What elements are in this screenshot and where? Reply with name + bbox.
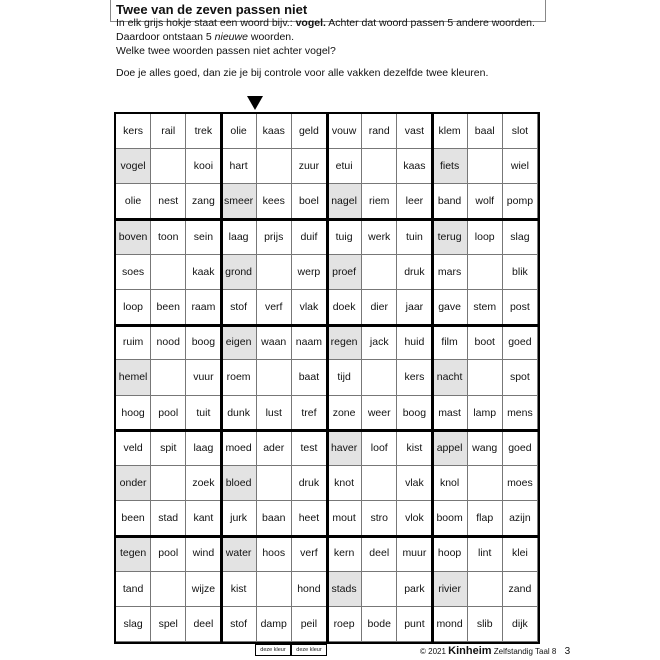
- grid-cell: dijk: [503, 607, 538, 642]
- block-divider-horizontal: [116, 535, 538, 538]
- grid-cell: flap: [468, 501, 503, 536]
- grid-cell: olie: [222, 114, 257, 149]
- grid-cell[interactable]: [362, 360, 397, 395]
- grid-cell: goed: [503, 325, 538, 360]
- grid-cell: boel: [292, 184, 327, 219]
- book-title: Zelfstandig Taal 8: [493, 647, 557, 656]
- grid-cell: werp: [292, 255, 327, 290]
- grid-cell: punt: [397, 607, 432, 642]
- footer: [420, 645, 570, 657]
- grid-cell: kaas: [257, 114, 292, 149]
- grid-cell: moed: [222, 431, 257, 466]
- grid-cell: mars: [433, 255, 468, 290]
- grid-cell: stro: [362, 501, 397, 536]
- grid-cell: test: [292, 431, 327, 466]
- grid-cell: verf: [292, 536, 327, 571]
- grid-cell: rail: [151, 114, 186, 149]
- grid-cell: wang: [468, 431, 503, 466]
- grid-cell: pomp: [503, 184, 538, 219]
- grid-cell: weer: [362, 396, 397, 431]
- grid-cell: slot: [503, 114, 538, 149]
- grid-cell: band: [433, 184, 468, 219]
- grid-cell: trek: [186, 114, 221, 149]
- grid-cell: deel: [186, 607, 221, 642]
- block-divider-horizontal: [116, 218, 538, 221]
- grid-cell: boog: [397, 396, 432, 431]
- grid-cell: vast: [397, 114, 432, 149]
- grid-cell: smeer: [222, 184, 257, 219]
- grid-cell: stad: [151, 501, 186, 536]
- grid-cell: tuig: [327, 220, 362, 255]
- copyright: © 2021: [420, 647, 446, 656]
- grid-cell: hart: [222, 149, 257, 184]
- grid-cell: peil: [292, 607, 327, 642]
- grid-cell: haver: [327, 431, 362, 466]
- instruction-line-3: Welke twee woorden passen niet achter vogel?: [116, 45, 336, 57]
- grid-cell: laag: [186, 431, 221, 466]
- grid-cell: lint: [468, 536, 503, 571]
- grid-cell[interactable]: [151, 572, 186, 607]
- grid-cell: stof: [222, 607, 257, 642]
- grid-cell: laag: [222, 220, 257, 255]
- grid-cell: zoek: [186, 466, 221, 501]
- grid-cell: onder: [116, 466, 151, 501]
- grid-cell: nest: [151, 184, 186, 219]
- grid-cell: jack: [362, 325, 397, 360]
- grid-cell: pool: [151, 536, 186, 571]
- grid-cell: waan: [257, 325, 292, 360]
- page-title: Twee van de zeven passen niet: [116, 2, 308, 17]
- grid-cell: hoop: [433, 536, 468, 571]
- grid-cell: vlak: [397, 466, 432, 501]
- block-divider-vertical: [326, 114, 329, 642]
- grid-cell: proef: [327, 255, 362, 290]
- control-color-box-1[interactable]: deze kleur: [255, 644, 291, 656]
- grid-cell: goed: [503, 431, 538, 466]
- grid-cell: grond: [222, 255, 257, 290]
- instruction-text: Achter dat woord passen 5 andere woorden.: [328, 17, 535, 29]
- grid-cell: lust: [257, 396, 292, 431]
- emphasis-word: nieuwe: [214, 31, 248, 43]
- grid-cell: tijd: [327, 360, 362, 395]
- grid-cell: heet: [292, 501, 327, 536]
- grid-cell: druk: [292, 466, 327, 501]
- grid-cell: roep: [327, 607, 362, 642]
- grid-cell: water: [222, 536, 257, 571]
- grid-cell: damp: [257, 607, 292, 642]
- grid-cell: vlok: [397, 501, 432, 536]
- grid-cell: etui: [327, 149, 362, 184]
- grid-cell: doek: [327, 290, 362, 325]
- grid-cell: dunk: [222, 396, 257, 431]
- grid-cell[interactable]: [151, 149, 186, 184]
- grid-cell: terug: [433, 220, 468, 255]
- grid-cell: wolf: [468, 184, 503, 219]
- grid-cell: vouw: [327, 114, 362, 149]
- grid-cell: bloed: [222, 466, 257, 501]
- instruction-text: Daardoor ontstaan 5: [116, 31, 212, 43]
- grid-cell: kooi: [186, 149, 221, 184]
- grid-cell: been: [116, 501, 151, 536]
- grid-cell[interactable]: [468, 149, 503, 184]
- grid-cell: sein: [186, 220, 221, 255]
- grid-cell: deel: [362, 536, 397, 571]
- grid-cell: druk: [397, 255, 432, 290]
- grid-cell: boven: [116, 220, 151, 255]
- grid-cell: hond: [292, 572, 327, 607]
- grid-cell: kers: [116, 114, 151, 149]
- grid-cell: zone: [327, 396, 362, 431]
- block-divider-horizontal: [116, 324, 538, 327]
- grid-cell: roem: [222, 360, 257, 395]
- instruction-text: In elk grijs hokje staat een woord bijv.:: [116, 17, 293, 29]
- grid-cell[interactable]: [468, 255, 503, 290]
- grid-cell: kern: [327, 536, 362, 571]
- grid-cell: gave: [433, 290, 468, 325]
- grid-cell: hoos: [257, 536, 292, 571]
- grid-cell: kaak: [186, 255, 221, 290]
- grid-cell: azijn: [503, 501, 538, 536]
- grid-cell: olie: [116, 184, 151, 219]
- instruction-line-1: [116, 16, 535, 30]
- grid-cell: slib: [468, 607, 503, 642]
- grid-cell: bode: [362, 607, 397, 642]
- grid-cell: tand: [116, 572, 151, 607]
- grid-cell[interactable]: [151, 466, 186, 501]
- grid-cell: slag: [116, 607, 151, 642]
- grid-cell: klem: [433, 114, 468, 149]
- grid-cell: zang: [186, 184, 221, 219]
- grid-cell: boot: [468, 325, 503, 360]
- example-word: vogel.: [295, 17, 326, 29]
- grid-cell: stem: [468, 290, 503, 325]
- grid-cell: zuur: [292, 149, 327, 184]
- grid-cell: kist: [222, 572, 257, 607]
- grid-cell: mond: [433, 607, 468, 642]
- grid-cell: soes: [116, 255, 151, 290]
- grid-cell: mast: [433, 396, 468, 431]
- block-divider-vertical: [431, 114, 434, 642]
- grid-cell: ruim: [116, 325, 151, 360]
- grid-cell: loof: [362, 431, 397, 466]
- grid-cell: knol: [433, 466, 468, 501]
- page-number: 3: [564, 646, 571, 657]
- grid-cell: prijs: [257, 220, 292, 255]
- block-divider-horizontal: [116, 429, 538, 432]
- grid-cell[interactable]: [362, 466, 397, 501]
- instruction-line-4: Doe je alles goed, dan zie je bij controle voor alle vakken dezelfde twee kleuren.: [116, 67, 489, 79]
- instruction-line-2: [116, 30, 294, 44]
- grid-cell: park: [397, 572, 432, 607]
- grid-cell: duif: [292, 220, 327, 255]
- block-divider-vertical: [220, 114, 223, 642]
- grid-cell[interactable]: [257, 466, 292, 501]
- grid-cell: naam: [292, 325, 327, 360]
- grid-cell: baal: [468, 114, 503, 149]
- grid-cell: hoog: [116, 396, 151, 431]
- grid-cell[interactable]: [257, 572, 292, 607]
- grid-cell: lamp: [468, 396, 503, 431]
- grid-cell: kees: [257, 184, 292, 219]
- arrow-down-icon: [247, 96, 263, 110]
- grid-cell: kaas: [397, 149, 432, 184]
- grid-cell: tuin: [397, 220, 432, 255]
- grid-cell: jurk: [222, 501, 257, 536]
- grid-cell[interactable]: [362, 149, 397, 184]
- grid-cell: mens: [503, 396, 538, 431]
- grid-cell[interactable]: [468, 466, 503, 501]
- grid-cell: wiel: [503, 149, 538, 184]
- grid-cell: been: [151, 290, 186, 325]
- grid-cell: nagel: [327, 184, 362, 219]
- grid-cell: kant: [186, 501, 221, 536]
- grid-cell: vogel: [116, 149, 151, 184]
- grid-cell[interactable]: [151, 360, 186, 395]
- grid-cell: hemel: [116, 360, 151, 395]
- grid-cell: huid: [397, 325, 432, 360]
- grid-cell: baat: [292, 360, 327, 395]
- grid-cell: ader: [257, 431, 292, 466]
- grid-cell: pool: [151, 396, 186, 431]
- grid-cell: kist: [397, 431, 432, 466]
- grid-cell: verf: [257, 290, 292, 325]
- grid-cell: appel: [433, 431, 468, 466]
- grid-cell: rand: [362, 114, 397, 149]
- grid-cell: spel: [151, 607, 186, 642]
- grid-cell: post: [503, 290, 538, 325]
- grid-cell: boom: [433, 501, 468, 536]
- grid-cell: vlak: [292, 290, 327, 325]
- grid-cell: veld: [116, 431, 151, 466]
- grid-cell: knot: [327, 466, 362, 501]
- grid-cell: fiets: [433, 149, 468, 184]
- grid-cell[interactable]: [468, 360, 503, 395]
- grid-cell: geld: [292, 114, 327, 149]
- grid-cell: wind: [186, 536, 221, 571]
- grid-cell: muur: [397, 536, 432, 571]
- grid-cell: baan: [257, 501, 292, 536]
- word-grid: [114, 112, 540, 644]
- control-color-box-2[interactable]: deze kleur: [291, 644, 327, 656]
- grid-cell[interactable]: [257, 149, 292, 184]
- grid-cell: zand: [503, 572, 538, 607]
- publisher-logo: Kinheim: [448, 645, 492, 657]
- grid-cell: spot: [503, 360, 538, 395]
- grid-cell: regen: [327, 325, 362, 360]
- grid-cell: klei: [503, 536, 538, 571]
- grid-cell: nood: [151, 325, 186, 360]
- grid-cell: nacht: [433, 360, 468, 395]
- grid-cell: werk: [362, 220, 397, 255]
- grid-cell: slag: [503, 220, 538, 255]
- grid-cell: film: [433, 325, 468, 360]
- grid-cell: stof: [222, 290, 257, 325]
- grid-cell: blik: [503, 255, 538, 290]
- grid-cell: moes: [503, 466, 538, 501]
- grid-cell: tref: [292, 396, 327, 431]
- grid-cell[interactable]: [362, 572, 397, 607]
- grid-cell: riem: [362, 184, 397, 219]
- grid-cell: wijze: [186, 572, 221, 607]
- grid-cell: kers: [397, 360, 432, 395]
- grid-cell: tegen: [116, 536, 151, 571]
- instruction-text: woorden.: [250, 31, 295, 43]
- grid-cell: toon: [151, 220, 186, 255]
- grid-cell: vuur: [186, 360, 221, 395]
- grid-cell[interactable]: [468, 572, 503, 607]
- grid-cell[interactable]: [257, 360, 292, 395]
- grid-cell: mout: [327, 501, 362, 536]
- grid-cell: eigen: [222, 325, 257, 360]
- grid-cell: raam: [186, 290, 221, 325]
- grid-cell: rivier: [433, 572, 468, 607]
- grid-cell: stads: [327, 572, 362, 607]
- grid-cell: spit: [151, 431, 186, 466]
- grid-cell: boog: [186, 325, 221, 360]
- grid-cell[interactable]: [362, 255, 397, 290]
- grid-cell: loop: [116, 290, 151, 325]
- grid-cell[interactable]: [151, 255, 186, 290]
- grid-cell[interactable]: [257, 255, 292, 290]
- grid-cell: leer: [397, 184, 432, 219]
- grid-cell: jaar: [397, 290, 432, 325]
- grid-cell: loop: [468, 220, 503, 255]
- grid-cell: tuit: [186, 396, 221, 431]
- grid-cell: dier: [362, 290, 397, 325]
